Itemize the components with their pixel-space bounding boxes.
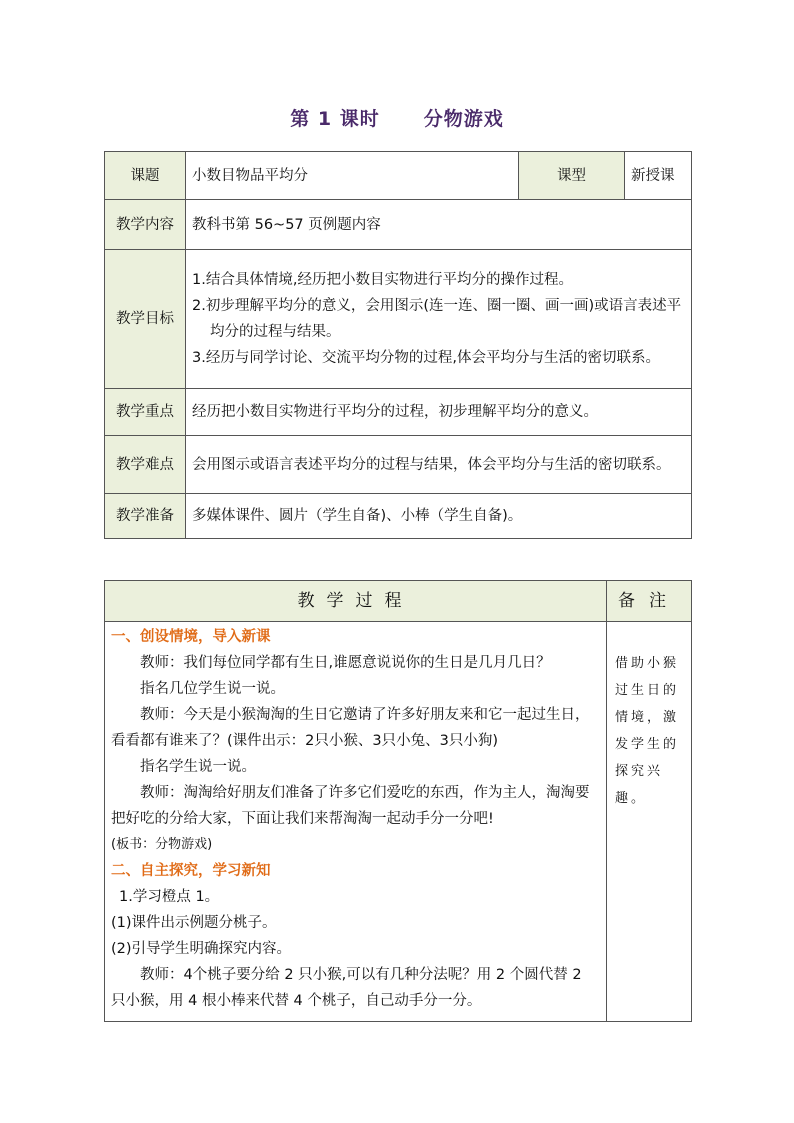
goal-item: 2.初步理解平均分的意义，会用图示(连一连、圈一圈、画一画)或语言表述平均分的过程与结果。 (192, 298, 682, 340)
goals-label: 教学目标 (105, 250, 186, 389)
goals-list (186, 250, 692, 389)
process-header: 教学过程 (105, 581, 607, 622)
paragraph: 指名学生说一说。 (140, 759, 256, 775)
key-label: 教学重点 (105, 389, 186, 436)
board-note: (板书：分物游戏) (111, 837, 213, 852)
paragraph: 教师：今天是小猴淘淘的生日它邀请了许多好朋友来和它一起过生日，看看都有谁来了？(课件出示：2只小猴、3只小兔、3只小狗) (111, 707, 590, 749)
goal-item: 1.结合具体情境,经历把小数目实物进行平均分的操作过程。 (192, 272, 573, 288)
topic-label: 课题 (105, 152, 186, 200)
goal-item: 3.经历与同学讨论、交流平均分物的过程,体会平均分与生活的密切联系。 (192, 350, 660, 366)
paragraph: 教师：淘淘给好朋友们准备了许多它们爱吃的东西，作为主人，淘淘要把好吃的分给大家，下面让我们来帮淘淘一起动手分一分吧! (111, 785, 590, 827)
lesson-number: 第 1 课时 (290, 108, 380, 130)
difficulty-label: 教学难点 (105, 436, 186, 494)
content-label: 教学内容 (105, 200, 186, 250)
content-value: 教科书第 56~57 页例题内容 (186, 200, 692, 250)
section-heading: 一、创设情境，导入新课 (111, 629, 271, 645)
lesson-info-table (104, 151, 692, 539)
paragraph: (2)引导学生明确探究内容。 (111, 941, 292, 957)
lesson-name: 分物游戏 (423, 108, 504, 130)
notes-header: 备注 (607, 581, 692, 622)
process-body (105, 622, 607, 1022)
prep-label: 教学准备 (105, 494, 186, 539)
paragraph: 教师：4个桃子要分给 2 只小猴,可以有几种分法呢？用 2 个圆代替 2 只小猴，用 4 根小棒来代替 4 个桃子，自己动手分一分。 (111, 967, 582, 1009)
page-title (0, 104, 794, 131)
difficulty-value: 会用图示或语言表述平均分的过程与结果，体会平均分与生活的密切联系。 (186, 436, 692, 494)
paragraph: (1)课件出示例题分桃子。 (111, 915, 277, 931)
step-heading: 1.学习橙点 1。 (119, 889, 220, 905)
topic-value: 小数目物品平均分 (186, 152, 519, 200)
key-value: 经历把小数目实物进行平均分的过程，初步理解平均分的意义。 (186, 389, 692, 436)
prep-value: 多媒体课件、圆片（学生自备)、小棒（学生自备)。 (186, 494, 692, 539)
type-label: 课型 (519, 152, 625, 200)
section-heading: 二、自主探究，学习新知 (111, 863, 271, 879)
paragraph: 指名几位学生说一说。 (140, 681, 285, 697)
teaching-process-table (104, 580, 692, 1022)
type-value: 新授课 (625, 152, 692, 200)
side-note: 借助小猴过生日的情境，激发学生的探究兴趣。 (607, 622, 692, 1022)
paragraph: 教师：我们每位同学都有生日,谁愿意说说你的生日是几月几日？ (140, 655, 551, 671)
